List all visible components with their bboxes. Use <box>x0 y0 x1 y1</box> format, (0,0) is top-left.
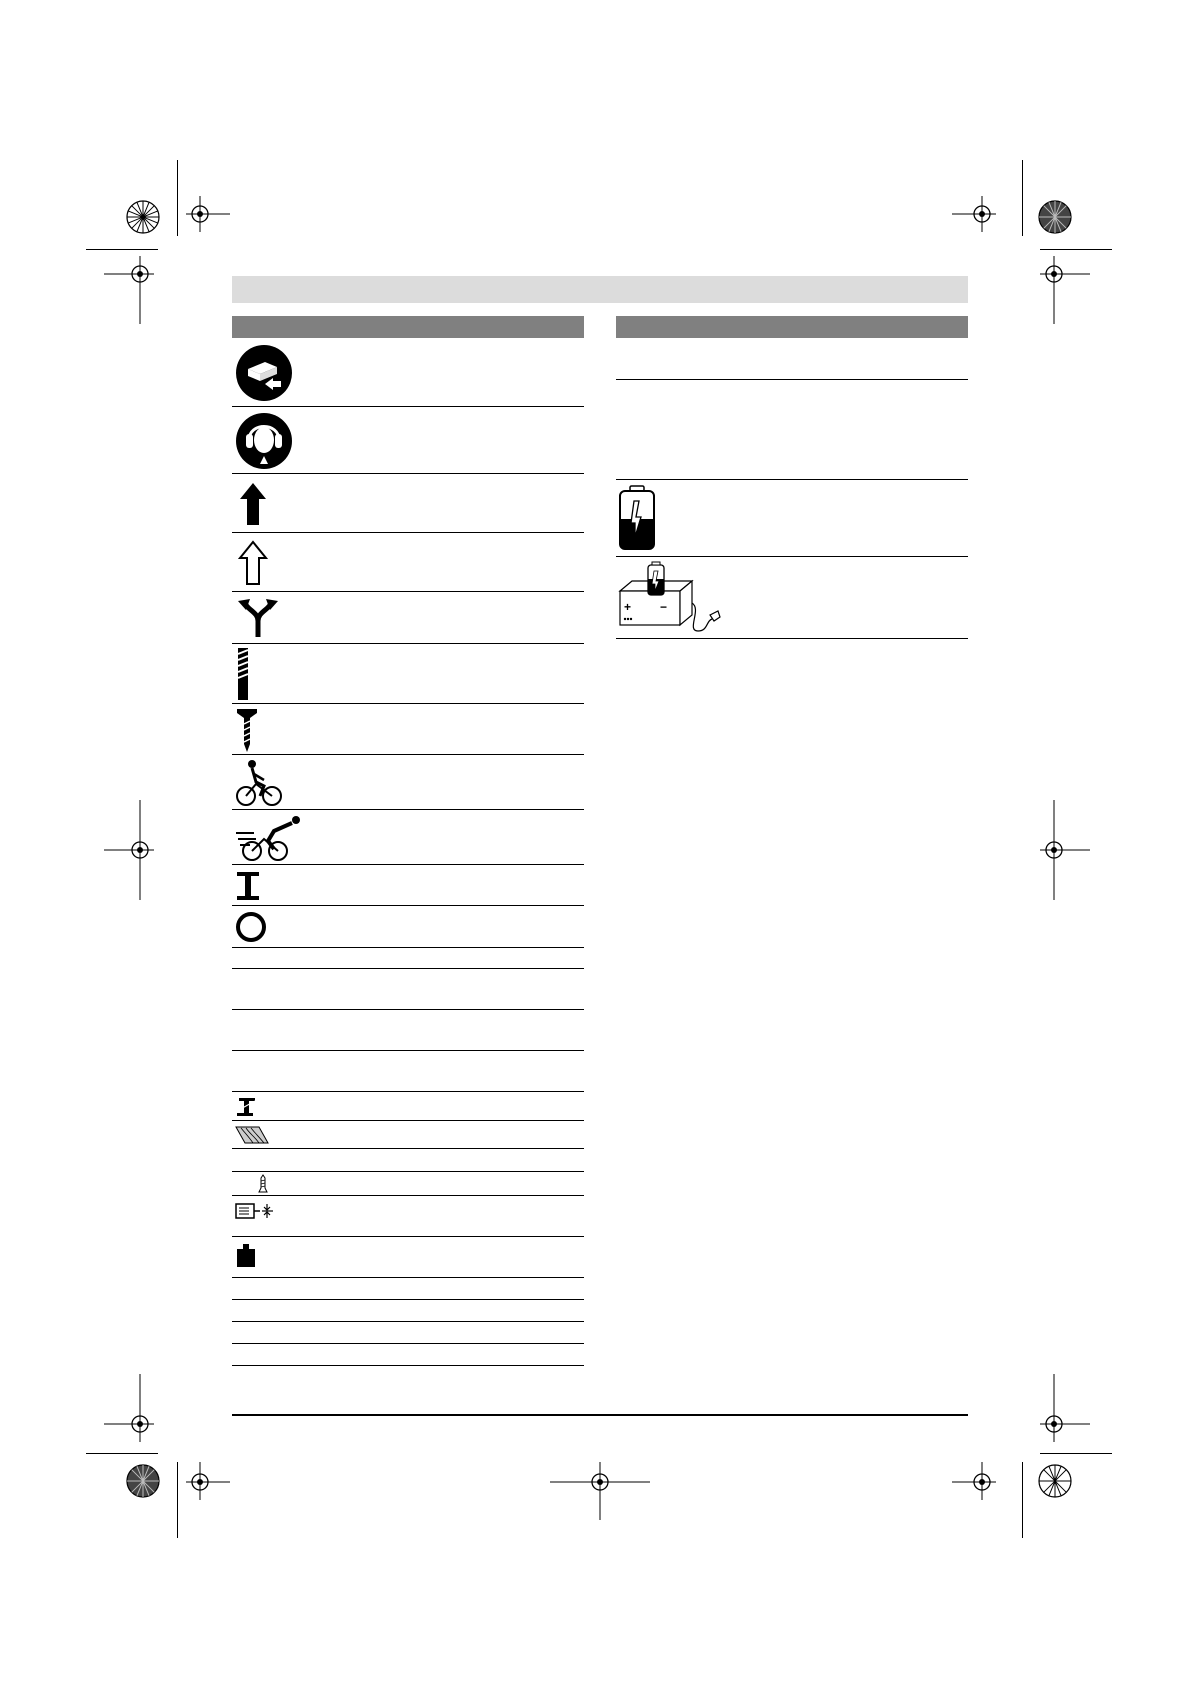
chuck-range-icon <box>235 1202 275 1222</box>
arrow-up-filled-icon <box>238 481 268 527</box>
wood-icon <box>235 1125 269 1145</box>
table-row <box>232 1322 584 1344</box>
table-row <box>232 592 584 644</box>
arrow-up-outline-icon <box>238 540 268 586</box>
crosshair-mark-icon <box>1040 800 1090 900</box>
crosshair-mark-icon <box>952 1462 1002 1502</box>
table-row <box>232 1344 584 1366</box>
table-row <box>232 906 584 948</box>
steel-icon <box>235 1097 257 1117</box>
table-row <box>616 557 968 639</box>
crosshair-mark-icon <box>180 194 230 234</box>
i-beam-icon <box>235 871 261 901</box>
read-manual-icon <box>235 344 293 402</box>
crop-mark <box>1022 1462 1023 1538</box>
table-row <box>232 1300 584 1322</box>
table-row <box>232 1092 584 1121</box>
table-row <box>232 865 584 906</box>
drill-bit-icon <box>236 648 250 700</box>
table-row <box>232 1237 584 1278</box>
table-row <box>232 474 584 533</box>
crosshair-mark-icon <box>952 194 1002 234</box>
svg-text:−: − <box>660 600 668 614</box>
color-target-icon <box>126 200 160 234</box>
table-row <box>232 1172 584 1196</box>
cyclist-slow-icon <box>234 758 284 808</box>
battery-charger-icon <box>618 561 722 637</box>
table-row <box>232 704 584 755</box>
color-target-icon <box>1038 200 1072 234</box>
table-row <box>232 1278 584 1300</box>
table-row <box>232 810 584 865</box>
crop-mark <box>1040 1453 1112 1454</box>
svg-text:+: + <box>624 600 632 614</box>
crosshair-mark-icon <box>104 800 154 900</box>
crop-mark <box>177 160 178 236</box>
crosshair-mark-icon <box>550 1462 650 1522</box>
table-row <box>232 948 584 969</box>
table-row <box>616 480 968 557</box>
crop-mark <box>177 1462 178 1538</box>
crop-mark <box>1040 249 1112 250</box>
right-table-heading <box>616 316 968 338</box>
table-row <box>616 380 968 480</box>
table-row <box>616 338 968 380</box>
crosshair-mark-icon <box>180 1462 230 1502</box>
table-row <box>232 338 584 407</box>
color-target-icon <box>1038 1464 1072 1498</box>
battery-icon <box>618 485 656 551</box>
table-row <box>232 1010 584 1051</box>
weight-icon <box>235 1243 257 1269</box>
screw-icon <box>236 708 258 752</box>
crosshair-mark-icon <box>104 1374 154 1444</box>
table-row <box>232 644 584 704</box>
table-row <box>232 755 584 810</box>
table-row <box>232 1121 584 1149</box>
ring-icon <box>235 911 267 943</box>
crosshair-mark-icon <box>1040 1374 1090 1444</box>
page-header-bar <box>232 276 968 303</box>
table-row <box>232 1196 584 1237</box>
table-row <box>232 1051 584 1092</box>
crop-mark <box>1022 160 1023 236</box>
crosshair-mark-icon <box>104 254 154 324</box>
table-row <box>232 969 584 1010</box>
table-row <box>232 407 584 474</box>
left-table-heading <box>232 316 584 338</box>
ear-protection-icon <box>235 412 293 470</box>
small-screw-icon <box>258 1174 268 1194</box>
fork-arrow-icon <box>236 597 280 639</box>
table-row <box>232 533 584 592</box>
color-target-icon <box>126 1464 160 1498</box>
crop-mark <box>86 249 158 250</box>
crop-mark <box>86 1453 158 1454</box>
crosshair-mark-icon <box>1040 254 1090 324</box>
table-row <box>232 1149 584 1172</box>
footer-rule <box>232 1414 968 1416</box>
cyclist-fast-icon <box>234 813 304 863</box>
